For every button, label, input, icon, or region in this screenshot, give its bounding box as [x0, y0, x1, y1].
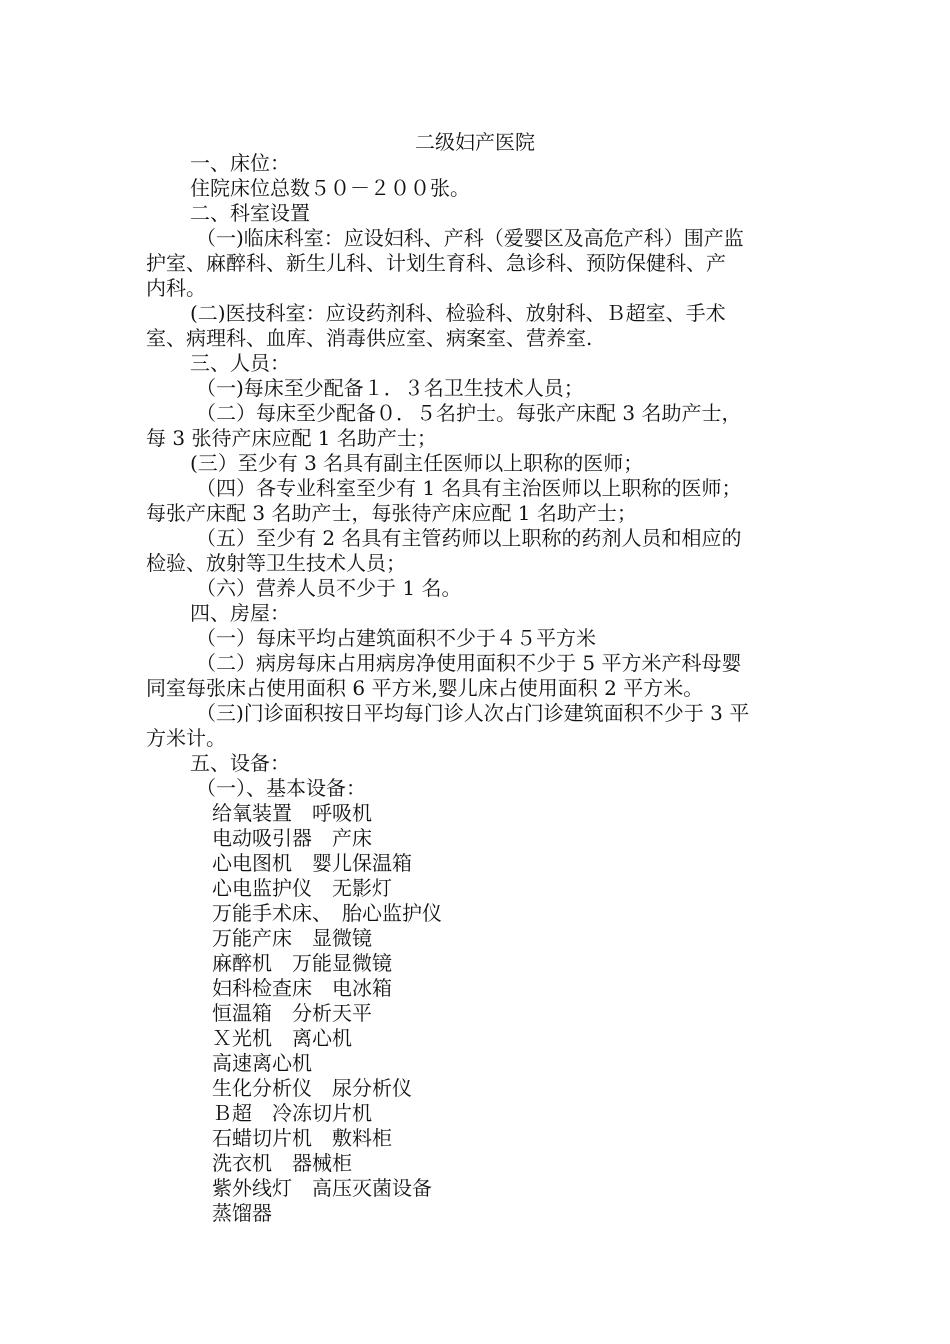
paragraph-line: （六）营养人员不少于 1 名。 — [196, 576, 462, 600]
paragraph-line: 每张产床配 3 名助产士，每张待产床应配 1 名助产士； — [146, 501, 637, 525]
section-heading-beds: 一、床位： — [190, 151, 290, 175]
paragraph-line: （一）每床平均占建筑面积不少于４５平方米 — [196, 626, 596, 650]
equipment-list-item: 洗衣机 器械柜 — [212, 1151, 352, 1175]
equipment-list-item: 心电监护仪 无影灯 — [212, 876, 392, 900]
equipment-list-item: 麻醉机 万能显微镜 — [212, 951, 392, 975]
subsection-heading-basic-equipment: （一）、基本设备： — [196, 776, 366, 800]
paragraph-line: （一)每床至少配备１．３名卫生技术人员； — [196, 376, 584, 400]
paragraph-line: 护室、麻醉科、新生儿科、计划生育科、急诊科、预防保健科、产 — [146, 251, 726, 275]
section-heading-staff: 三、人员： — [190, 351, 290, 375]
equipment-list-item: Ｘ光机 离心机 — [212, 1026, 352, 1050]
paragraph-line: （五）至少有 2 名具有主管药师以上职称的药剂人员和相应的 — [196, 526, 742, 550]
paragraph-line: （四）各专业科室至少有 1 名具有主治医师以上职称的医师； — [196, 476, 742, 500]
section-heading-departments: 二、科室设置 — [190, 201, 310, 225]
equipment-list-item: 万能手术床、 胎心监护仪 — [212, 901, 442, 925]
paragraph-line: 方米计。 — [146, 726, 226, 750]
equipment-list-item: 心电图机 婴儿保温箱 — [212, 851, 412, 875]
equipment-list-item: 妇科检查床 电冰箱 — [212, 976, 392, 1000]
equipment-list-item: 电动吸引器 产床 — [212, 826, 372, 850]
section-heading-equipment: 五、设备： — [190, 751, 290, 775]
equipment-list-item: Ｂ超 冷冻切片机 — [212, 1101, 372, 1125]
equipment-list-item: 恒温箱 分析天平 — [212, 1001, 372, 1025]
paragraph-line: 内科。 — [146, 276, 206, 300]
paragraph-line: （三)门诊面积按日平均每门诊人次占门诊建筑面积不少于 3 平 — [196, 701, 750, 725]
equipment-list-item: 石蜡切片机 敷料柜 — [212, 1126, 392, 1150]
paragraph-line: （二）每床至少配备０．５名护士。每张产床配 3 名助产士， — [196, 401, 742, 425]
paragraph-line: (三）至少有 3 名具有副主任医师以上职称的医师； — [190, 451, 644, 475]
paragraph-line: 每 3 张待产床应配 1 名助产士； — [146, 426, 437, 450]
paragraph-line: （二）病房每床占用病房净使用面积不少于 5 平方米产科母婴 — [196, 651, 742, 675]
equipment-list-item: 紫外线灯 高压灭菌设备 — [212, 1176, 432, 1200]
equipment-list-item: 给氧装置 呼吸机 — [212, 801, 372, 825]
section-heading-housing: 四、房屋： — [190, 601, 290, 625]
paragraph-line: 室、病理科、血库、消毒供应室、病案室、营养室. — [146, 326, 593, 350]
document-title: 二级妇产医院 — [415, 130, 535, 154]
paragraph-line: 住院床位总数５０－２００张。 — [190, 176, 470, 200]
equipment-list-item: 蒸馏器 — [212, 1201, 272, 1225]
paragraph-line: 检验、放射等卫生技术人员； — [146, 551, 406, 575]
paragraph-line: 同室每张床占使用面积 6 平方米,婴儿床占使用面积 2 平方米。 — [146, 676, 704, 700]
equipment-list-item: 生化分析仪 尿分析仪 — [212, 1076, 412, 1100]
equipment-list-item: 万能产床 显微镜 — [212, 926, 372, 950]
paragraph-line: （一)临床科室：应设妇科、产科（爱婴区及高危产科）围产监 — [196, 226, 744, 250]
paragraph-line: (二)医技科室：应设药剂科、检验科、放射科、Ｂ超室、手术 — [190, 301, 726, 325]
equipment-list-item: 高速离心机 — [212, 1051, 312, 1075]
